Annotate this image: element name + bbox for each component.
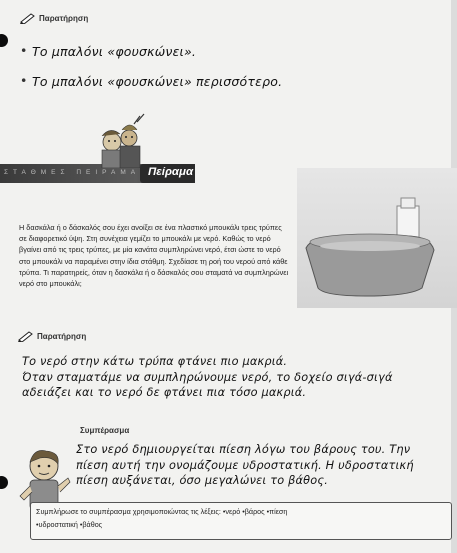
pencil-icon	[20, 12, 36, 24]
experiment-title: Πείραμα	[148, 166, 194, 178]
observation-heading: Παρατήρηση	[20, 12, 88, 24]
instruction-text: Συμπλήρωσε το συμπέρασμα χρησιμοποιώντας τις λέξεις: •νερό •βάρος •πίεση	[36, 507, 288, 516]
pencil-icon	[18, 330, 34, 342]
instruction-text-2: •υδροστατική •βάθος	[36, 520, 103, 529]
observation-text: Το νερό στην κάτω τρύπα φτάνει πιο μακριά. Όταν σταματάμε να συμπληρώνουμε νερό, το δοχείο σιγά-σιγά αδειάζει και το νερό δε φτάνει πια τόσο μακριά.	[22, 355, 393, 399]
experiment-band-label: ΣΤΑΘΜΕΣ ΠΕΙΡΑΜΑ	[4, 169, 141, 176]
experiment-description: Η δασκάλα ή ο δάσκαλός σου έχει ανοίξει σε ένα πλαστικό μπουκάλι τρεις τρύπες σε διαφορετικό ύψη. Στη συνέχεια γεμίζει το μπουκάλι με νερό. Καθώς το νερό βγαίνει από τις τρεις τρύπες, με μία κανάτα συμπληρώνει νερό, έτσι ώστε το νερό στο μπουκάλι να παραμένει στην ίδια στάθμη. Σχεδίασε τη ροή του νερού από κάθε τρύπα. Τι παρατηρείς, όταν η δασκάλα ή ο δάσκαλός σου σταματά να συμπληρώνει νερό στο μπουκάλι;	[19, 223, 289, 289]
conclusion-heading: Συμπέρασμα	[80, 426, 130, 435]
binder-hole	[0, 476, 8, 489]
conclusion-text: Στο νερό δημιουργείται πίεση λόγω του βάρους του. Την πίεση αυτή την ονομάζουμε υδροστατική. Η υδροστατική πίεση αυξάνεται, όσο μεγαλώνει το βάθος.	[76, 443, 414, 487]
binder-hole	[0, 34, 8, 47]
observation-heading: Παρατήρηση	[18, 330, 86, 342]
basin-illustration	[302, 196, 442, 298]
observation-item: • Το μπαλόνι «φουσκώνει» περισσότερο.	[32, 74, 282, 89]
kids-illustration	[92, 112, 152, 168]
observation-item: • Το μπαλόνι «φουσκώνει».	[32, 44, 196, 59]
